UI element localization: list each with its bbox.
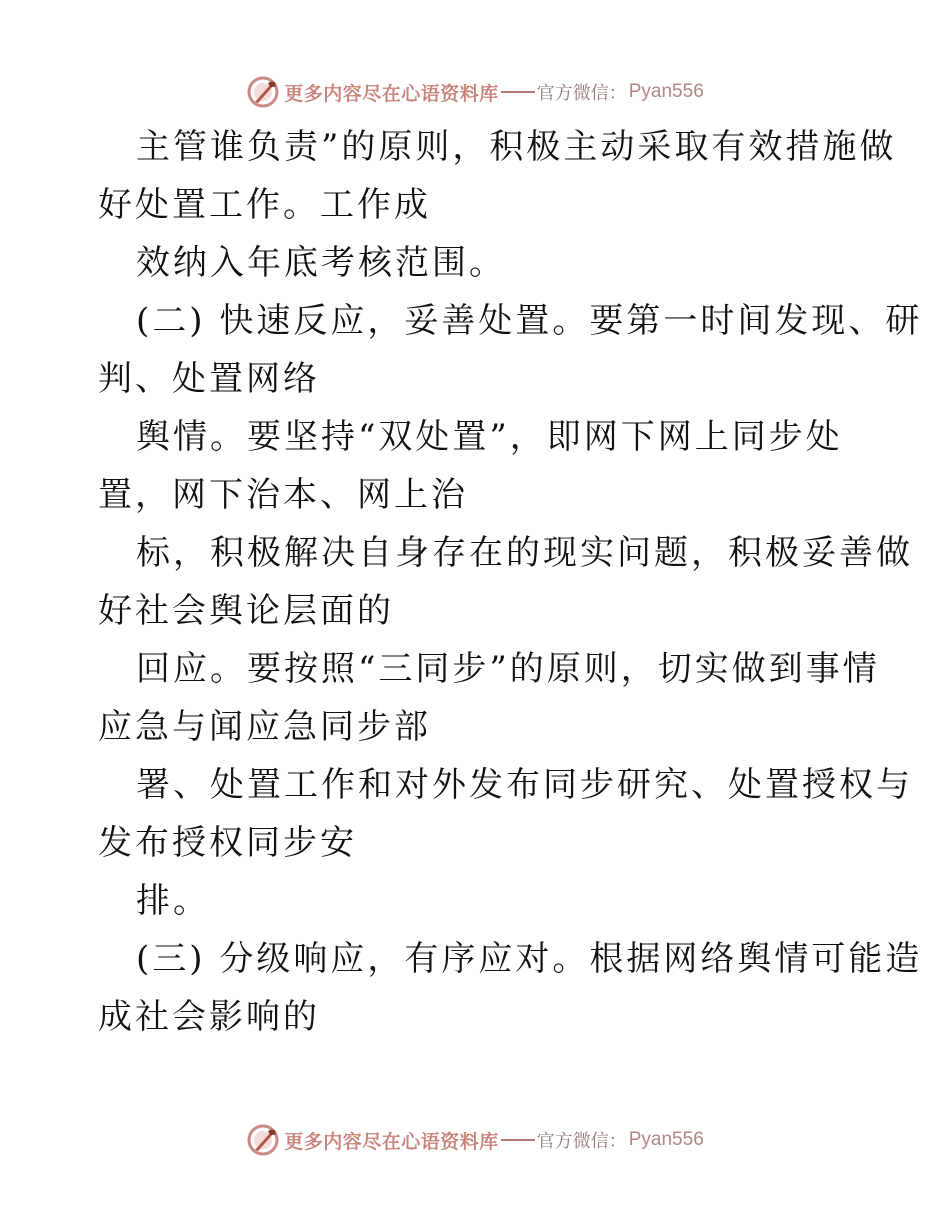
text-line: 排。 — [136, 881, 210, 921]
quill-logo-icon — [246, 1123, 280, 1157]
text-line: 成社会影响的 — [98, 997, 320, 1037]
body-text — [98, 118, 923, 1046]
watermark-official-label: 官方微信： — [536, 1131, 627, 1152]
watermark-divider — [501, 1139, 535, 1141]
text-line: 效纳入年底考核范围。 — [136, 243, 506, 283]
text-line: 回应。要按照“三同步”的原则，切实做到事情 — [136, 649, 880, 689]
text-line: (二) 快速反应，妥善处置。要第一时间发现、研 — [136, 301, 923, 341]
watermark-text: 更多内容尽在心语资料库 — [284, 82, 499, 105]
footer-watermark — [0, 1120, 950, 1160]
text-line: (三) 分级响应，有序应对。根据网络舆情可能造 — [136, 939, 923, 979]
text-line: 标，积极解决自身存在的现实问题，积极妥善做 — [136, 533, 913, 573]
text-line: 应急与闻应急同步部 — [98, 707, 431, 747]
watermark-wechat-id: Pyan556 — [628, 81, 704, 102]
watermark-text: 更多内容尽在心语资料库 — [284, 1130, 499, 1153]
text-line: 主管谁负责”的原则，积极主动采取有效措施做 — [136, 127, 897, 167]
quill-logo-icon — [246, 75, 280, 109]
text-line: 置，网下治本、网上治 — [98, 475, 468, 515]
text-line: 署、处置工作和对外发布同步研究、处置授权与 — [136, 765, 913, 805]
watermark-wechat-id: Pyan556 — [628, 1129, 704, 1150]
header-watermark — [0, 72, 950, 112]
watermark-divider — [501, 91, 535, 93]
text-line: 好处置工作。工作成 — [98, 185, 431, 225]
text-line: 发布授权同步安 — [98, 823, 357, 863]
watermark-official-label: 官方微信： — [536, 83, 627, 104]
text-line: 好社会舆论层面的 — [98, 591, 394, 631]
text-line: 判、处置网络 — [98, 359, 320, 399]
text-line: 舆情。要坚持“双处置”，即网下网上同步处 — [136, 417, 843, 457]
